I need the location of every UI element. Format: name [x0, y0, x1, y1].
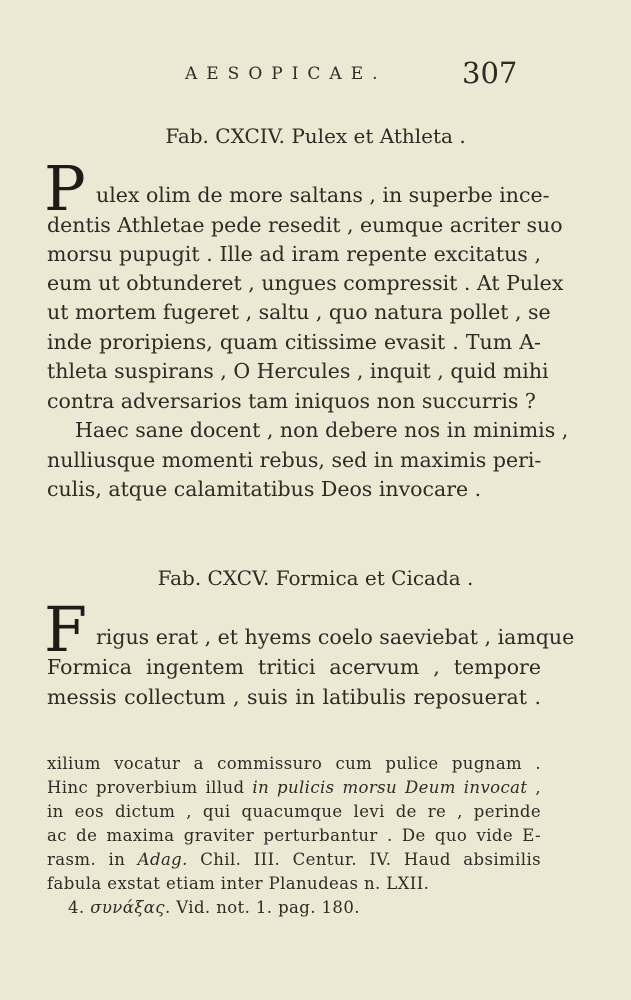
fable-194-line: ulex olim de more saltans , in superbe ince-: [96, 183, 550, 207]
fable-194-line: dentis Athletae pede resedit , eumque acriter suo: [47, 213, 563, 237]
fable-194-line: Haec sane docent , non debere nos in minimis ,: [75, 418, 569, 442]
fable-194-line: eum ut obtunderet , ungues compressit . At Pulex: [47, 271, 564, 295]
fable-194-title: Fab. CXCIV. Pulex et Athleta .: [165, 124, 466, 148]
fable-194-line: nulliusque momenti rebus, sed in maximis peri-: [47, 448, 542, 472]
fable-194-line: morsu pupugit . Ille ad iram repente excitatus ,: [47, 242, 541, 266]
note-line: Hinc proverbium illud in pulicis morsu Deum invocat ,: [47, 778, 541, 797]
note-line: in eos dictum , qui quacumque levi de re , perinde: [47, 802, 541, 821]
note-line: ac de maxima graviter perturbantur . De quo vide E-: [47, 826, 541, 845]
fable-194-line: contra adversarios tam iniquos non succurris ?: [47, 389, 536, 413]
fable-194-drop-cap: P: [44, 152, 86, 225]
note-line: xilium vocatur a commissuro cum pulice pugnam .: [47, 754, 541, 773]
note-line: rasm. in Adag. Chil. III. Centur. IV. Haud absimilis: [47, 850, 541, 869]
fable-195-drop-cap: F: [44, 593, 88, 666]
fable-195-line: Formica ingentem tritici acervum , tempore: [47, 655, 541, 679]
fable-194-line: ut mortem fugeret , saltu , quo natura pollet , se: [47, 300, 551, 324]
note-line: fabula exstat etiam inter Planudeas n. LXII.: [47, 874, 430, 893]
fable-194-line: thleta suspirans , O Hercules , inquit , quid mihi: [47, 359, 549, 383]
fable-195-line: rigus erat , et hyems coelo saeviebat , iamque: [96, 625, 575, 649]
running-head: AESOPICAE.: [185, 64, 387, 84]
fable-195-title: Fab. CXCV. Formica et Cicada .: [157, 566, 474, 590]
fable-194-line: culis, atque calamitatibus Deos invocare .: [47, 477, 482, 501]
page-number: 307: [462, 56, 518, 90]
fable-194-line: inde proripiens, quam citissime evasit . Tum A-: [47, 330, 541, 354]
note-line: 4. συνάξας. Vid. not. 1. pag. 180.: [68, 898, 360, 917]
fable-195-line: messis collectum , suis in latibulis reposuerat .: [47, 685, 541, 709]
